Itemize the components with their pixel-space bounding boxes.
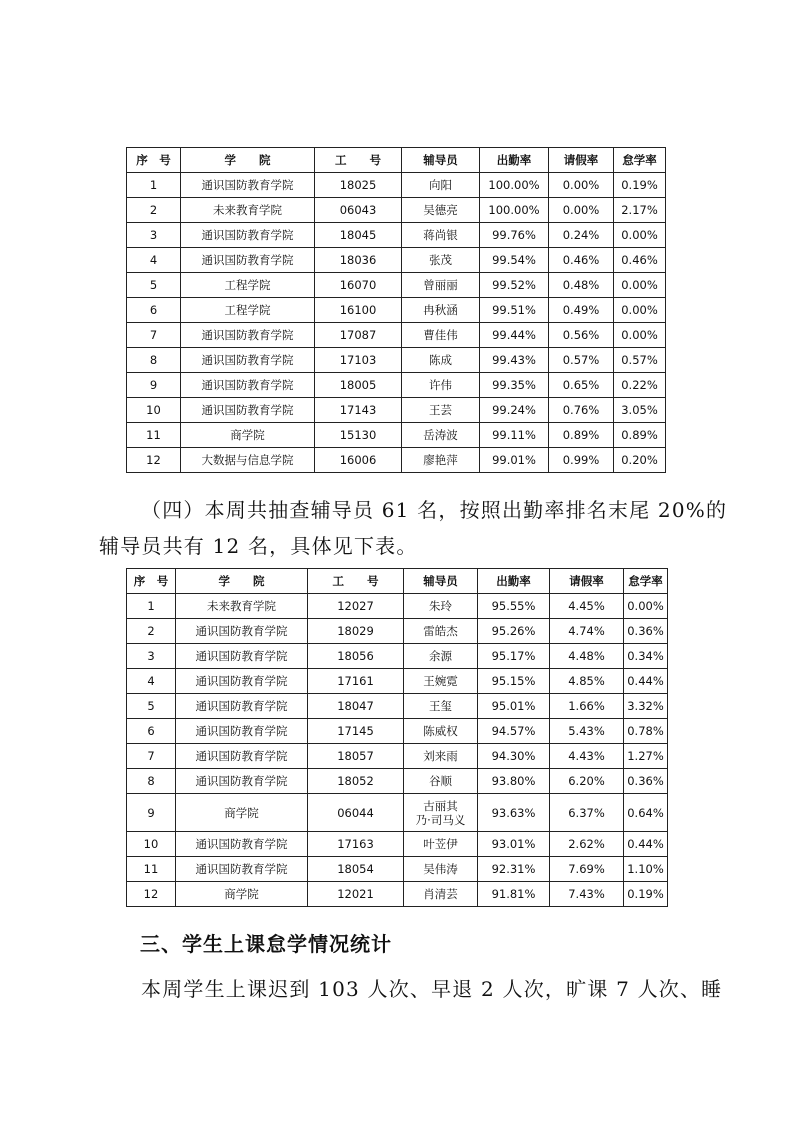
cell-index: 9 xyxy=(127,794,176,832)
cell-slack-rate: 0.00% xyxy=(614,323,666,348)
cell-counselor: 肖清芸 xyxy=(404,882,478,907)
cell-staff-id: 16006 xyxy=(315,448,402,473)
cell-attendance-rate: 93.63% xyxy=(478,794,550,832)
cell-index: 6 xyxy=(127,298,181,323)
cell-slack-rate: 3.32% xyxy=(624,694,668,719)
cell-slack-rate: 2.17% xyxy=(614,198,666,223)
cell-counselor: 岳涛波 xyxy=(402,423,480,448)
col-header-index: 序 号 xyxy=(127,569,176,594)
cell-college: 通识国防教育学院 xyxy=(176,694,308,719)
cell-staff-id: 16100 xyxy=(315,298,402,323)
table-row xyxy=(127,323,666,348)
cell-attendance-rate: 100.00% xyxy=(480,198,549,223)
cell-staff-id: 18052 xyxy=(308,769,404,794)
cell-index: 11 xyxy=(127,423,181,448)
cell-college: 通识国防教育学院 xyxy=(176,744,308,769)
cell-counselor: 朱玲 xyxy=(404,594,478,619)
cell-attendance-rate: 93.80% xyxy=(478,769,550,794)
cell-index: 2 xyxy=(127,619,176,644)
cell-leave-rate: 0.57% xyxy=(549,348,614,373)
table-row xyxy=(127,882,668,907)
counselor-attendance-top-table xyxy=(126,147,666,473)
cell-attendance-rate: 99.24% xyxy=(480,398,549,423)
table-row xyxy=(127,832,668,857)
table-row xyxy=(127,644,668,669)
col-header-leave-rate: 请假率 xyxy=(550,569,624,594)
cell-college: 通识国防教育学院 xyxy=(181,173,315,198)
cell-attendance-rate: 99.01% xyxy=(480,448,549,473)
cell-slack-rate: 0.46% xyxy=(614,248,666,273)
cell-slack-rate: 0.89% xyxy=(614,423,666,448)
cell-college: 通识国防教育学院 xyxy=(181,323,315,348)
cell-index: 5 xyxy=(127,694,176,719)
table-row xyxy=(127,423,666,448)
cell-counselor: 余源 xyxy=(404,644,478,669)
table-row xyxy=(127,248,666,273)
cell-staff-id: 18029 xyxy=(308,619,404,644)
cell-college: 大数据与信息学院 xyxy=(181,448,315,473)
cell-slack-rate: 0.44% xyxy=(624,669,668,694)
cell-slack-rate: 0.36% xyxy=(624,619,668,644)
cell-attendance-rate: 99.51% xyxy=(480,298,549,323)
cell-college: 通识国防教育学院 xyxy=(176,857,308,882)
cell-staff-id: 12021 xyxy=(308,882,404,907)
cell-college: 工程学院 xyxy=(181,273,315,298)
cell-attendance-rate: 95.15% xyxy=(478,669,550,694)
cell-leave-rate: 7.43% xyxy=(550,882,624,907)
col-header-college: 学 院 xyxy=(181,148,315,173)
cell-leave-rate: 0.65% xyxy=(549,373,614,398)
cell-index: 10 xyxy=(127,832,176,857)
table-body xyxy=(127,173,666,473)
cell-index: 11 xyxy=(127,857,176,882)
cell-index: 1 xyxy=(127,594,176,619)
section-heading: 三、学生上课怠学情况统计 xyxy=(140,932,392,956)
col-header-counselor: 辅导员 xyxy=(404,569,478,594)
cell-staff-id: 18056 xyxy=(308,644,404,669)
cell-index: 1 xyxy=(127,173,181,198)
cell-staff-id: 16070 xyxy=(315,273,402,298)
col-header-slack-rate: 怠学率 xyxy=(614,148,666,173)
cell-leave-rate: 4.85% xyxy=(550,669,624,694)
col-header-attendance-rate: 出勤率 xyxy=(478,569,550,594)
cell-counselor: 曾丽丽 xyxy=(402,273,480,298)
cell-slack-rate: 0.00% xyxy=(614,298,666,323)
cell-counselor: 雷皓杰 xyxy=(404,619,478,644)
cell-slack-rate: 0.19% xyxy=(624,882,668,907)
cell-attendance-rate: 100.00% xyxy=(480,173,549,198)
cell-college: 通识国防教育学院 xyxy=(176,644,308,669)
cell-attendance-rate: 99.11% xyxy=(480,423,549,448)
col-header-staff-id: 工 号 xyxy=(308,569,404,594)
cell-index: 3 xyxy=(127,223,181,248)
cell-staff-id: 17163 xyxy=(308,832,404,857)
cell-staff-id: 18057 xyxy=(308,744,404,769)
cell-slack-rate: 0.00% xyxy=(624,594,668,619)
table-row xyxy=(127,769,668,794)
cell-index: 8 xyxy=(127,769,176,794)
cell-counselor: 刘来雨 xyxy=(404,744,478,769)
cell-counselor: 吴伟涛 xyxy=(404,857,478,882)
cell-leave-rate: 0.99% xyxy=(549,448,614,473)
cell-leave-rate: 4.74% xyxy=(550,619,624,644)
cell-leave-rate: 1.66% xyxy=(550,694,624,719)
cell-attendance-rate: 99.44% xyxy=(480,323,549,348)
cell-counselor: 谷顺 xyxy=(404,769,478,794)
cell-index: 8 xyxy=(127,348,181,373)
cell-staff-id: 18047 xyxy=(308,694,404,719)
cell-attendance-rate: 99.54% xyxy=(480,248,549,273)
cell-college: 通识国防教育学院 xyxy=(181,248,315,273)
counselor-attendance-bottom-table xyxy=(126,568,668,907)
cell-staff-id: 06044 xyxy=(308,794,404,832)
cell-college: 通识国防教育学院 xyxy=(181,373,315,398)
cell-counselor: 张茂 xyxy=(402,248,480,273)
table-row xyxy=(127,223,666,248)
cell-index: 10 xyxy=(127,398,181,423)
cell-staff-id: 15130 xyxy=(315,423,402,448)
cell-slack-rate: 0.20% xyxy=(614,448,666,473)
cell-counselor: 许伟 xyxy=(402,373,480,398)
cell-attendance-rate: 95.17% xyxy=(478,644,550,669)
cell-index: 4 xyxy=(127,669,176,694)
paragraph-line-1: （四）本周共抽查辅导员 61 名，按照出勤率排名末尾 20%的 xyxy=(141,498,728,522)
cell-slack-rate: 0.44% xyxy=(624,832,668,857)
cell-college: 商学院 xyxy=(181,423,315,448)
cell-slack-rate: 0.34% xyxy=(624,644,668,669)
cell-index: 12 xyxy=(127,448,181,473)
cell-attendance-rate: 99.52% xyxy=(480,273,549,298)
table-row xyxy=(127,373,666,398)
col-header-leave-rate: 请假率 xyxy=(549,148,614,173)
cell-staff-id: 17087 xyxy=(315,323,402,348)
col-header-index: 序 号 xyxy=(127,148,181,173)
cell-counselor: 陈威权 xyxy=(404,719,478,744)
cell-college: 通识国防教育学院 xyxy=(176,619,308,644)
cell-college: 工程学院 xyxy=(181,298,315,323)
cell-leave-rate: 0.56% xyxy=(549,323,614,348)
cell-index: 9 xyxy=(127,373,181,398)
cell-staff-id: 18036 xyxy=(315,248,402,273)
cell-leave-rate: 4.45% xyxy=(550,594,624,619)
cell-leave-rate: 6.37% xyxy=(550,794,624,832)
cell-slack-rate: 1.27% xyxy=(624,744,668,769)
cell-counselor: 王芸 xyxy=(402,398,480,423)
table-row xyxy=(127,448,666,473)
cell-attendance-rate: 99.76% xyxy=(480,223,549,248)
cell-college: 商学院 xyxy=(176,882,308,907)
cell-staff-id: 17143 xyxy=(315,398,402,423)
table-row xyxy=(127,794,668,832)
cell-leave-rate: 4.48% xyxy=(550,644,624,669)
table-row xyxy=(127,348,666,373)
table-row xyxy=(127,273,666,298)
cell-counselor: 吴德亮 xyxy=(402,198,480,223)
cell-index: 7 xyxy=(127,744,176,769)
cell-attendance-rate: 91.81% xyxy=(478,882,550,907)
cell-leave-rate: 6.20% xyxy=(550,769,624,794)
table-row xyxy=(127,619,668,644)
cell-index: 6 xyxy=(127,719,176,744)
cell-attendance-rate: 95.26% xyxy=(478,619,550,644)
cell-slack-rate: 0.36% xyxy=(624,769,668,794)
cell-staff-id: 12027 xyxy=(308,594,404,619)
cell-college: 通识国防教育学院 xyxy=(176,669,308,694)
table-row xyxy=(127,298,666,323)
cell-leave-rate: 0.48% xyxy=(549,273,614,298)
table-row xyxy=(127,719,668,744)
cell-college: 未来教育学院 xyxy=(181,198,315,223)
col-header-college: 学 院 xyxy=(176,569,308,594)
cell-index: 12 xyxy=(127,882,176,907)
table-row xyxy=(127,669,668,694)
cell-college: 未来教育学院 xyxy=(176,594,308,619)
cell-staff-id: 18025 xyxy=(315,173,402,198)
cell-leave-rate: 0.89% xyxy=(549,423,614,448)
cell-slack-rate: 0.78% xyxy=(624,719,668,744)
cell-attendance-rate: 93.01% xyxy=(478,832,550,857)
cell-college: 通识国防教育学院 xyxy=(176,832,308,857)
cell-slack-rate: 0.00% xyxy=(614,223,666,248)
cell-counselor: 向阳 xyxy=(402,173,480,198)
table-row xyxy=(127,694,668,719)
cell-leave-rate: 0.24% xyxy=(549,223,614,248)
cell-college: 通识国防教育学院 xyxy=(176,769,308,794)
table-row xyxy=(127,198,666,223)
table-row xyxy=(127,173,666,198)
cell-counselor: 古丽其 乃·司马义 xyxy=(404,794,478,832)
cell-index: 5 xyxy=(127,273,181,298)
cell-slack-rate: 0.00% xyxy=(614,273,666,298)
cell-college: 商学院 xyxy=(176,794,308,832)
cell-attendance-rate: 92.31% xyxy=(478,857,550,882)
cell-staff-id: 18054 xyxy=(308,857,404,882)
cell-index: 4 xyxy=(127,248,181,273)
table-row xyxy=(127,857,668,882)
cell-slack-rate: 0.57% xyxy=(614,348,666,373)
col-header-staff-id: 工 号 xyxy=(315,148,402,173)
cell-staff-id: 17145 xyxy=(308,719,404,744)
cell-slack-rate: 1.10% xyxy=(624,857,668,882)
cell-counselor: 王婉霓 xyxy=(404,669,478,694)
cell-counselor: 冉秋涵 xyxy=(402,298,480,323)
table-header-row xyxy=(127,148,666,173)
cell-slack-rate: 0.19% xyxy=(614,173,666,198)
cell-leave-rate: 4.43% xyxy=(550,744,624,769)
cell-attendance-rate: 94.57% xyxy=(478,719,550,744)
table-row xyxy=(127,398,666,423)
cell-staff-id: 18005 xyxy=(315,373,402,398)
cell-counselor: 廖艳萍 xyxy=(402,448,480,473)
cell-index: 7 xyxy=(127,323,181,348)
cell-attendance-rate: 95.01% xyxy=(478,694,550,719)
cell-counselor: 叶苙伊 xyxy=(404,832,478,857)
table-body xyxy=(127,594,668,907)
cell-leave-rate: 0.49% xyxy=(549,298,614,323)
cell-counselor: 王玺 xyxy=(404,694,478,719)
cell-slack-rate: 3.05% xyxy=(614,398,666,423)
cell-slack-rate: 0.22% xyxy=(614,373,666,398)
cell-leave-rate: 5.43% xyxy=(550,719,624,744)
cell-slack-rate: 0.64% xyxy=(624,794,668,832)
cell-leave-rate: 0.00% xyxy=(549,198,614,223)
table-row xyxy=(127,594,668,619)
cell-counselor: 陈成 xyxy=(402,348,480,373)
col-header-attendance-rate: 出勤率 xyxy=(480,148,549,173)
cell-staff-id: 18045 xyxy=(315,223,402,248)
cell-staff-id: 17161 xyxy=(308,669,404,694)
col-header-counselor: 辅导员 xyxy=(402,148,480,173)
cell-attendance-rate: 99.35% xyxy=(480,373,549,398)
table-row xyxy=(127,744,668,769)
cell-staff-id: 17103 xyxy=(315,348,402,373)
cell-index: 3 xyxy=(127,644,176,669)
cell-attendance-rate: 94.30% xyxy=(478,744,550,769)
section-paragraph: 本周学生上课迟到 103 人次、早退 2 人次，旷课 7 人次、睡 xyxy=(141,977,723,1001)
cell-leave-rate: 0.46% xyxy=(549,248,614,273)
cell-counselor: 蒋尚银 xyxy=(402,223,480,248)
cell-index: 2 xyxy=(127,198,181,223)
cell-leave-rate: 7.69% xyxy=(550,857,624,882)
cell-leave-rate: 2.62% xyxy=(550,832,624,857)
cell-college: 通识国防教育学院 xyxy=(176,719,308,744)
cell-staff-id: 06043 xyxy=(315,198,402,223)
col-header-slack-rate: 怠学率 xyxy=(624,569,668,594)
table-header-row xyxy=(127,569,668,594)
paragraph-line-2: 辅导员共有 12 名，具体见下表。 xyxy=(99,534,418,558)
cell-attendance-rate: 99.43% xyxy=(480,348,549,373)
cell-college: 通识国防教育学院 xyxy=(181,348,315,373)
cell-leave-rate: 0.00% xyxy=(549,173,614,198)
cell-attendance-rate: 95.55% xyxy=(478,594,550,619)
cell-college: 通识国防教育学院 xyxy=(181,398,315,423)
cell-college: 通识国防教育学院 xyxy=(181,223,315,248)
cell-counselor: 曹佳伟 xyxy=(402,323,480,348)
cell-leave-rate: 0.76% xyxy=(549,398,614,423)
